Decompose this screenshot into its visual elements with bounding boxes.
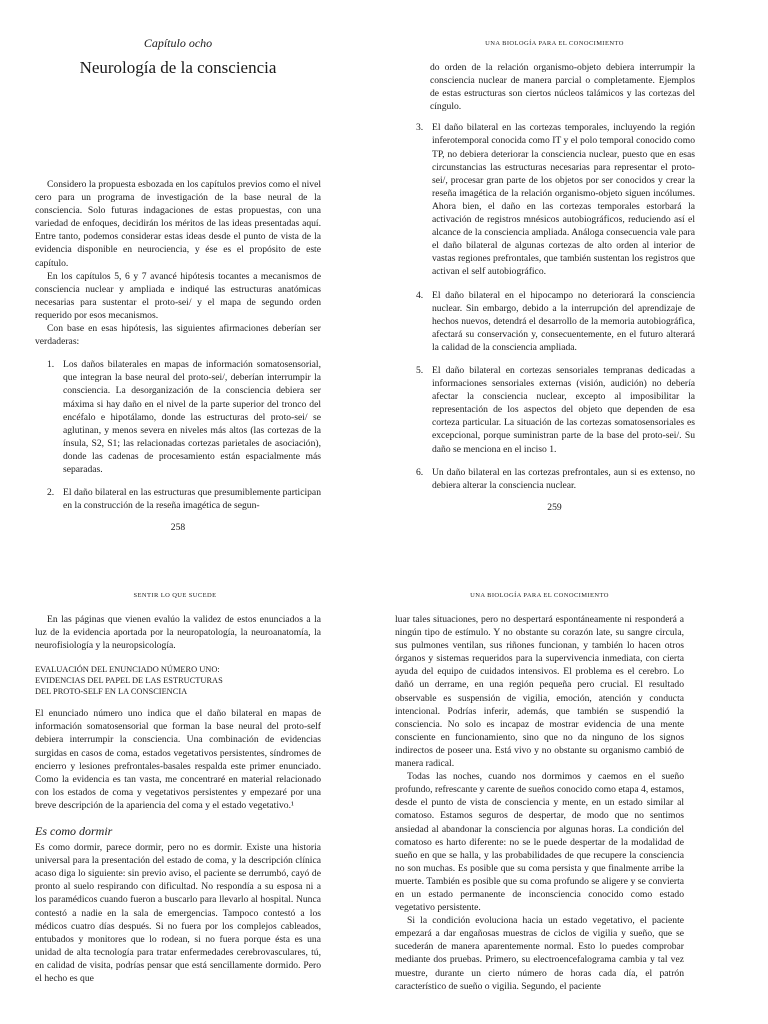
- section-heading-line: EVIDENCIAS DEL PAPEL DE LAS ESTRUCTURAS: [35, 676, 223, 686]
- item-number: 2.: [47, 487, 55, 499]
- chapter-title: Neurología de la consciencia: [79, 58, 277, 77]
- list-item: [414, 364, 695, 456]
- page-number: 259: [547, 501, 562, 513]
- item-text: Un daño bilateral en las cortezas prefrontales, aun si es extenso, no debiera alterar la consciencia nuclear.: [432, 466, 695, 491]
- item-number: 6.: [416, 466, 424, 478]
- running-header: UNA BIOLOGÍA PARA EL CONOCIMIENTO: [470, 592, 609, 599]
- page-number: 258: [170, 522, 186, 534]
- paragraph: El enunciado número uno indica que el daño bilateral en mapas de información somatosensorial que forman la base neural del proto-self debiera interrumpir la consciencia. Una combinación de evidencias surgidas en casos de coma, estados vegetativos persistentes, síndromes de encierro y lesiones prefrontales-basales respalda este primer enunciado. Como la evidencia es tan vasta, me concentraré en material relacionado con los estados de coma y vegetativos persistentes y empezaré por una breve descripción de la apariencia del coma y el estado vegetativo.¹: [35, 708, 321, 811]
- paragraph: luar tales situaciones, pero no despertará espontáneamente ni responderá a ningún tipo de estímulo. Y no obstante su corazón late, su sangre circula, sus pulmones ventilan, sus riñones funcionan, y también lo hacen otros órganos y sistemas requeridos para la supervivencia inmediata, con cierta ayuda del equipo de cuidados intensivos. El problema es el cerebro. Lo dañó un derrame, en una región pequeña pero crucial. El resultado observable es suspensión de vigilia, emoción, atención y conducta intencional. Podrías inferir, además, que también se suspendió la consciencia. No solo es incapaz de mostrar evidencia de una mente consciente en funcionamiento, sino que no da ninguno de los signos indirectos de poseer una. Está vivo y no obstante su organismo cambió de manera radical.: [395, 614, 684, 770]
- paragraph: En los capítulos 5, 6 y 7 avancé hipótesis tocantes a mecanismos de consciencia nuclear y ampliada e indiqué las estructuras anatómicas necesarias para sustentar el proto-sei/ y el mapa de segundo orden requerido por esos mecanismos.: [35, 270, 321, 321]
- item-number: 4.: [416, 289, 424, 301]
- hypothesis-list: [35, 358, 321, 512]
- page-258: [35, 30, 321, 533]
- section-heading-line: DEL PROTO-SELF EN LA CONSCIENCIA: [35, 687, 188, 697]
- paragraph: Si la condición evoluciona hacia un estado vegetativo, el paciente empezará a dar engañosas muestras de ciclos de vigilia y sueño, que se sucederán de manera aparentemente normal. Esto lo puedes comprobar mediante dos pruebas. Primero, su electroencefalograma cambia y tal vez muestre, durante un cierto número de horas cada día, el patrón característico de sueño o vigilia. Segundo, el paciente: [395, 915, 684, 992]
- page-261: [395, 592, 684, 993]
- item-text: El daño bilateral en las cortezas temporales, incluyendo la región inferotemporal conocida como IT y el polo temporal conocido como TP, no debiera deteriorar la consciencia nuclear, puesto que en esas circunstancias las estructuras necesarias para representar el proto-sei/, procesar gran parte de los objetos por ser conocidos y crear la reseña imagética de la relación organismo-objeto siguen incólumes. Ahora bien, el daño en las cortezas temporales estorbará la activación de registros mnésicos autobiográficos, reduciendo así el alcance de la consciencia ampliada. Análoga consecuencia vale para el daño bilateral de algunas cortezas de alto orden al interior de vastas regiones prefrontales, que también sustentan los registros que activan el self autobiográfico.: [432, 122, 695, 278]
- paragraph: En las páginas que vienen evalúo la validez de estos enunciados a la luz de la evidencia aportada por la neuropatología, la neuroanatomía, la neurofisiología y la neuropsicología.: [35, 614, 321, 652]
- subheading: Es como dormir: [35, 824, 113, 839]
- list-item: [414, 466, 695, 492]
- item-number: 1.: [47, 359, 55, 371]
- item-number: 3.: [416, 122, 424, 134]
- paragraph: Con base en esas hipótesis, las siguientes afirmaciones deberían ser verdaderas:: [35, 323, 321, 348]
- item-text: El daño bilateral en las estructuras que presumiblemente participan en la construcción de la reseña imagética de segun-: [63, 487, 321, 512]
- paragraph: Considero la propuesta esbozada en los capítulos previos como el nivel cero para un programa de investigación de la base neural de la consciencia. Solo futuras indagaciones de estas propuestas, con una variedad de enfoques, decidirán los méritos de las ideas presentadas aquí. Entre tanto, podemos considerar estas ideas desde el punto de vista de la evidencia disponible en neurociencia, y ése es el propósito de este capítulo.: [35, 179, 321, 269]
- item-number: 5.: [416, 364, 424, 376]
- paragraph: Todas las noches, cuando nos dormimos y caemos en el sueño profundo, refrescante y carente de sueños conocido como etapa 4, estamos, desde el punto de vista de consciencia y mente, en un estado similar al comatoso. Estamos seguros de despertar, de modo que no sentimos ansiedad al abandonar la consciencia por algunas horas. La condición del comatoso es harto diferente: no se le puede despertar de la modalidad de sueño en que se halla, y las probabilidades de que recupere la consciencia no son muchas. Es posible que su coma persista y que finalmente arribe la muerte. También es posible que su coma profundo se aligere y se convierta en un estado permanente de inconsciencia conocido como estado vegetativo persistente.: [395, 771, 684, 914]
- page-259: [414, 30, 695, 513]
- item-text: El daño bilateral en el hipocampo no deteriorará la consciencia nuclear. Sin embargo, debido a la interrupción del aprendizaje de hechos nuevos, detendrá el desarrollo de la memoria autobiográfica, afectará su conservación y, consecuentemente, en el futuro alterará la calidad de la consciencia ampliada.: [432, 289, 695, 353]
- list-item: [45, 486, 321, 512]
- section-heading-line: EVALUACIÓN DEL ENUNCIADO NÚMERO UNO:: [35, 665, 220, 675]
- hypothesis-list: [414, 121, 695, 491]
- chapter-label: Capítulo ocho: [143, 36, 213, 50]
- running-header: UNA BIOLOGÍA PARA EL CONOCIMIENTO: [485, 40, 624, 47]
- item-text: El daño bilateral en cortezas sensoriales tempranas dedicadas a informaciones sensoriales externas (visión, audición) no debería afectar la consciencia nuclear, excepto al imposibilitar la representación de los aspectos del objeto que dependen de esa corteza particular. La situación de las cortezas somatosensoriales es excepcional, porque suministran parte de la base del proto-sei/. Su daño se menciona en el inciso 1.: [432, 364, 695, 455]
- section-heading: [35, 664, 321, 697]
- item-text: Los daños bilaterales en mapas de información somatosensorial, que integran la base neural del proto-sei/, deberían interrumpir la consciencia. La desorganización de la consciencia debiera ser máxima si hay daño en el nivel de la parte superior del tronco del encéfalo e hipotálamo, donde las estructuras del proto-sei/ se aglutinan, y menos severa en niveles más altos (las cortezas de la ínsula, S2, S1; las relacionadas cortezas parietales de asociación), donde las cadenas de procesamiento están espacialmente más separadas.: [63, 359, 321, 475]
- paragraph: do orden de la relación organismo-objeto debiera interrumpir la consciencia nuclear de manera parcial o completamente. Ejemplos de estas estructuras son ciertos núcleos talámicos y las cortezas del cíngulo.: [430, 62, 695, 113]
- page-260: [35, 592, 321, 985]
- list-item: [45, 358, 321, 476]
- list-item: [414, 121, 695, 278]
- running-header: SENTIR LO QUE SUCEDE: [133, 592, 217, 599]
- paragraph: Es como dormir, parece dormir, pero no es dormir. Existe una historia universal para la presentación del estado de coma, y la descripción clínica acaso diga lo siguiente: sin previo aviso, el paciente se derrumbó, cayó de pronto al suelo respirando con dificultad. No respondía a su esposa ni a los paramédicos cuando fueron a buscarlo para llevarlo al hospital. Nunca contestó a nadie en la sala de emergencias. Tampoco contestó a los médicos cuatro días después. Si no fuera por los complejos cableados, entubados y monitores que lo rodean, si no fuera porque ésta es una unidad de alta tecnología para tratar enfermedades cerebrovasculares, tú, en calidad de visita, podrías pensar que está sencillamente dormido. Pero el hecho es que: [35, 842, 321, 984]
- list-item: [414, 289, 695, 354]
